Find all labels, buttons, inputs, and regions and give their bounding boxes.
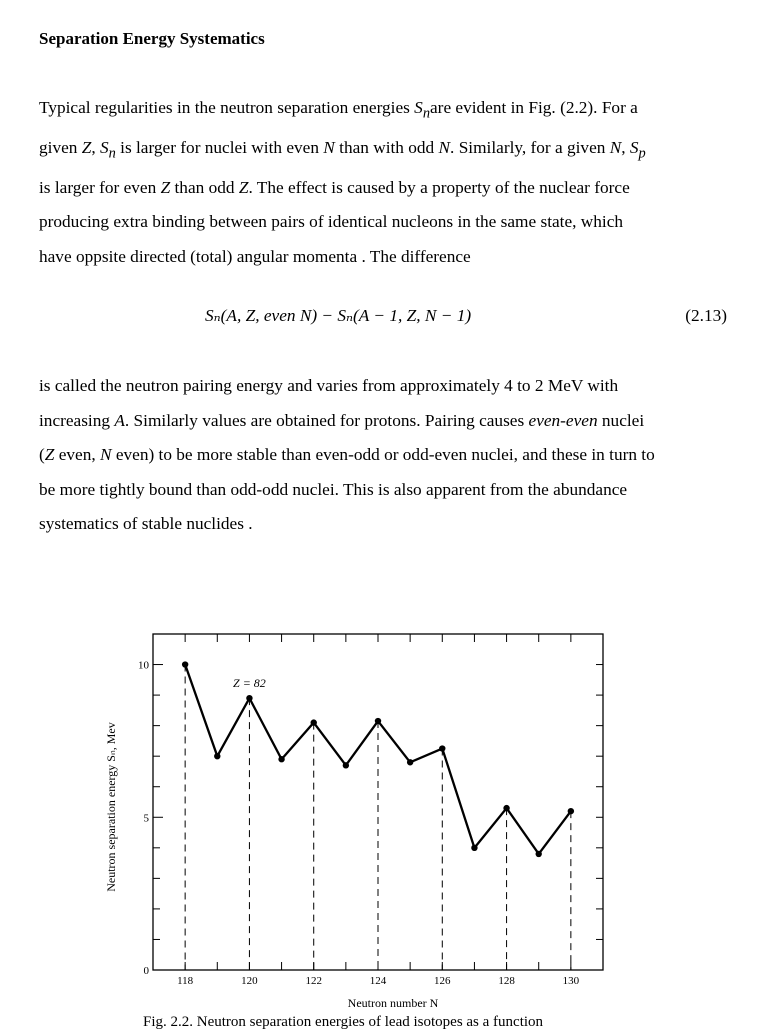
figure-caption: Fig. 2.2. Neutron separation energies of lead isotopes as a function (143, 1014, 544, 1030)
x-tick-label-122: 122 (305, 975, 322, 987)
paragraph-2-line-4: be more tightly bound than odd-odd nuclei. This is also apparent from the abundance (39, 479, 628, 499)
data-point-125 (407, 759, 413, 765)
data-point-121 (278, 756, 284, 762)
paragraph-2 (39, 369, 729, 542)
y-axis-label: Neutron separation energy Sₙ, Mev (104, 722, 118, 892)
paragraph-2-line-1: is called the neutron pairing energy and varies from approximately 4 to 2 MeV with (39, 376, 619, 395)
data-point-118 (182, 661, 188, 667)
x-tick-label-120: 120 (241, 975, 258, 987)
y-tick-label-0: 0 (143, 965, 149, 977)
paragraph-2-line-5: systematics of stable nuclides . (39, 514, 253, 533)
equation-2-13: Sₙ(A, Z, even N) − Sₙ(A − 1, Z, N − 1) (205, 306, 472, 325)
paragraph-1 (39, 91, 729, 274)
data-point-130 (568, 808, 574, 814)
x-tick-label-128: 128 (498, 975, 515, 987)
data-point-119 (214, 753, 220, 759)
paragraph-1-line-2: given Z, $S_n$ is larger for nuclei with even N than with odd N. Similarly, for a given N, $S_p$ (39, 137, 646, 162)
data-point-124 (375, 718, 381, 724)
paragraph-2-line-3: (Z even, N even) to be more stable than even-odd or odd-even nuclei, and these in turn to (39, 445, 655, 464)
paragraph-2-line-2: increasing A. Similarly values are obtained for protons. Pairing causes even-even nuclei (39, 410, 645, 430)
y-tick-label-10: 10 (138, 659, 149, 672)
data-point-122 (311, 719, 317, 725)
section-heading: Separation Energy Systematics (39, 29, 265, 48)
z-annotation: Z = 82 (233, 676, 266, 691)
paragraph-1-line-4: producing extra binding between pairs of identical nucleons in the same state, which (39, 212, 624, 232)
x-tick-label-118: 118 (177, 975, 194, 987)
equation-number: (2.13) (685, 306, 727, 325)
x-axis-label: Neutron number N (347, 996, 439, 1010)
paragraph-1-line-1: Typical regularities in the neutron separation energies $S_nare$ evident in Fig. (2.2). For a (39, 98, 638, 122)
data-point-129 (536, 851, 542, 857)
paragraph-1-line-5: have oppsite directed (total) angular momenta . The difference (39, 246, 471, 266)
paragraph-1-line-3: is larger for even Z than odd Z. The effect is caused by a property of the nuclear force (39, 177, 630, 197)
data-point-120 (246, 695, 252, 701)
data-point-126 (439, 745, 445, 751)
data-point-128 (503, 805, 509, 811)
x-tick-label-130: 130 (562, 975, 580, 987)
separation-energy-chart (100, 625, 620, 1017)
y-tick-label-5: 5 (143, 812, 149, 825)
data-point-123 (343, 762, 349, 768)
x-tick-label-124: 124 (369, 975, 387, 987)
data-point-127 (471, 845, 477, 851)
x-tick-label-126: 126 (434, 975, 451, 987)
